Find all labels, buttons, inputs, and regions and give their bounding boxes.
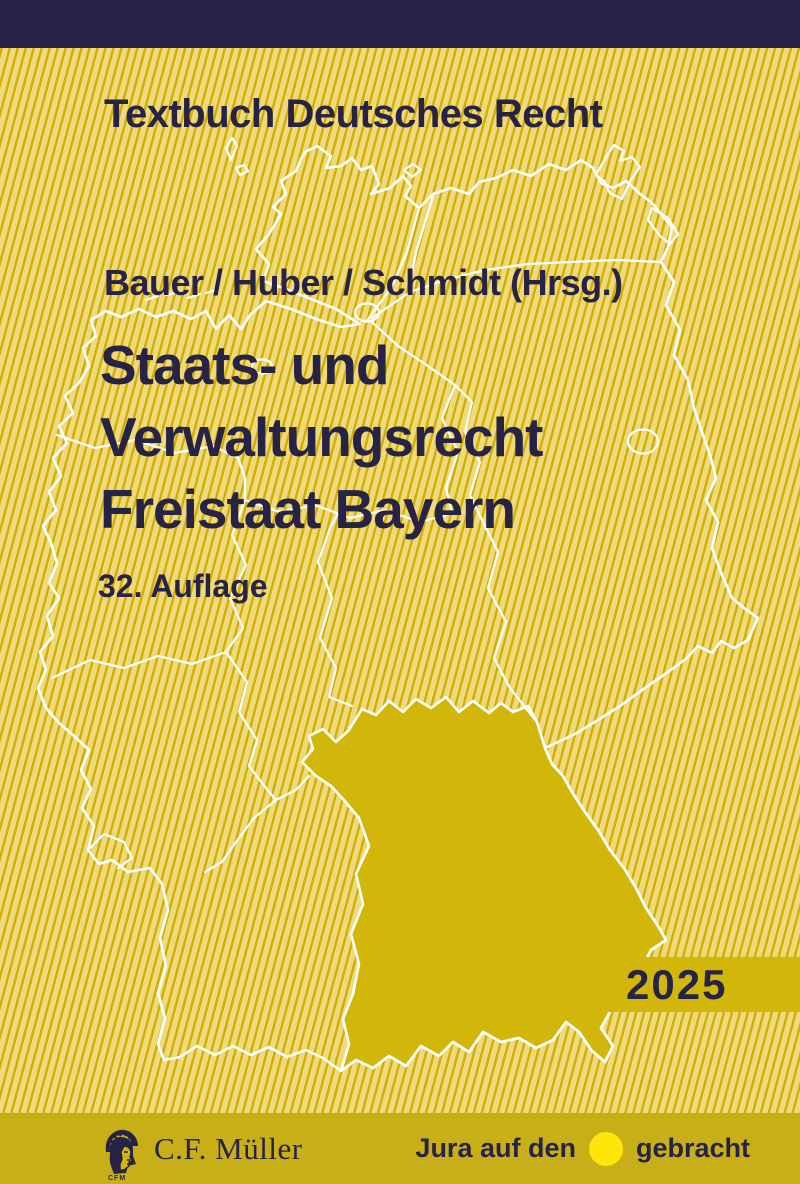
title-line-1: Staats- und <box>100 334 389 396</box>
publisher-name: C.F. Müller <box>154 1130 303 1166</box>
publisher-logo <box>98 1120 303 1182</box>
publisher-abbr: CFM <box>108 1174 127 1182</box>
tagline-after: gebracht <box>635 1133 750 1163</box>
publisher-bar <box>0 1113 800 1184</box>
year-label: 2025 <box>626 960 728 1008</box>
top-bar <box>0 0 800 48</box>
tagline-before: Jura auf den <box>415 1133 576 1163</box>
book-title <box>100 329 542 545</box>
edition-label: 32. Auflage <box>98 568 268 604</box>
title-line-2: Verwaltungsrecht <box>100 406 543 468</box>
helmet-icon <box>98 1126 144 1178</box>
title-line-3: Freistaat Bayern <box>100 478 516 540</box>
dot-icon <box>589 1132 623 1166</box>
year-band <box>602 957 800 1012</box>
bavaria-map-shape <box>302 697 666 1071</box>
series-title: Textbuch Deutsches Recht <box>104 92 603 136</box>
tagline <box>415 1132 750 1166</box>
authors-line: Bauer / Huber / Schmidt (Hrsg.) <box>104 262 623 303</box>
